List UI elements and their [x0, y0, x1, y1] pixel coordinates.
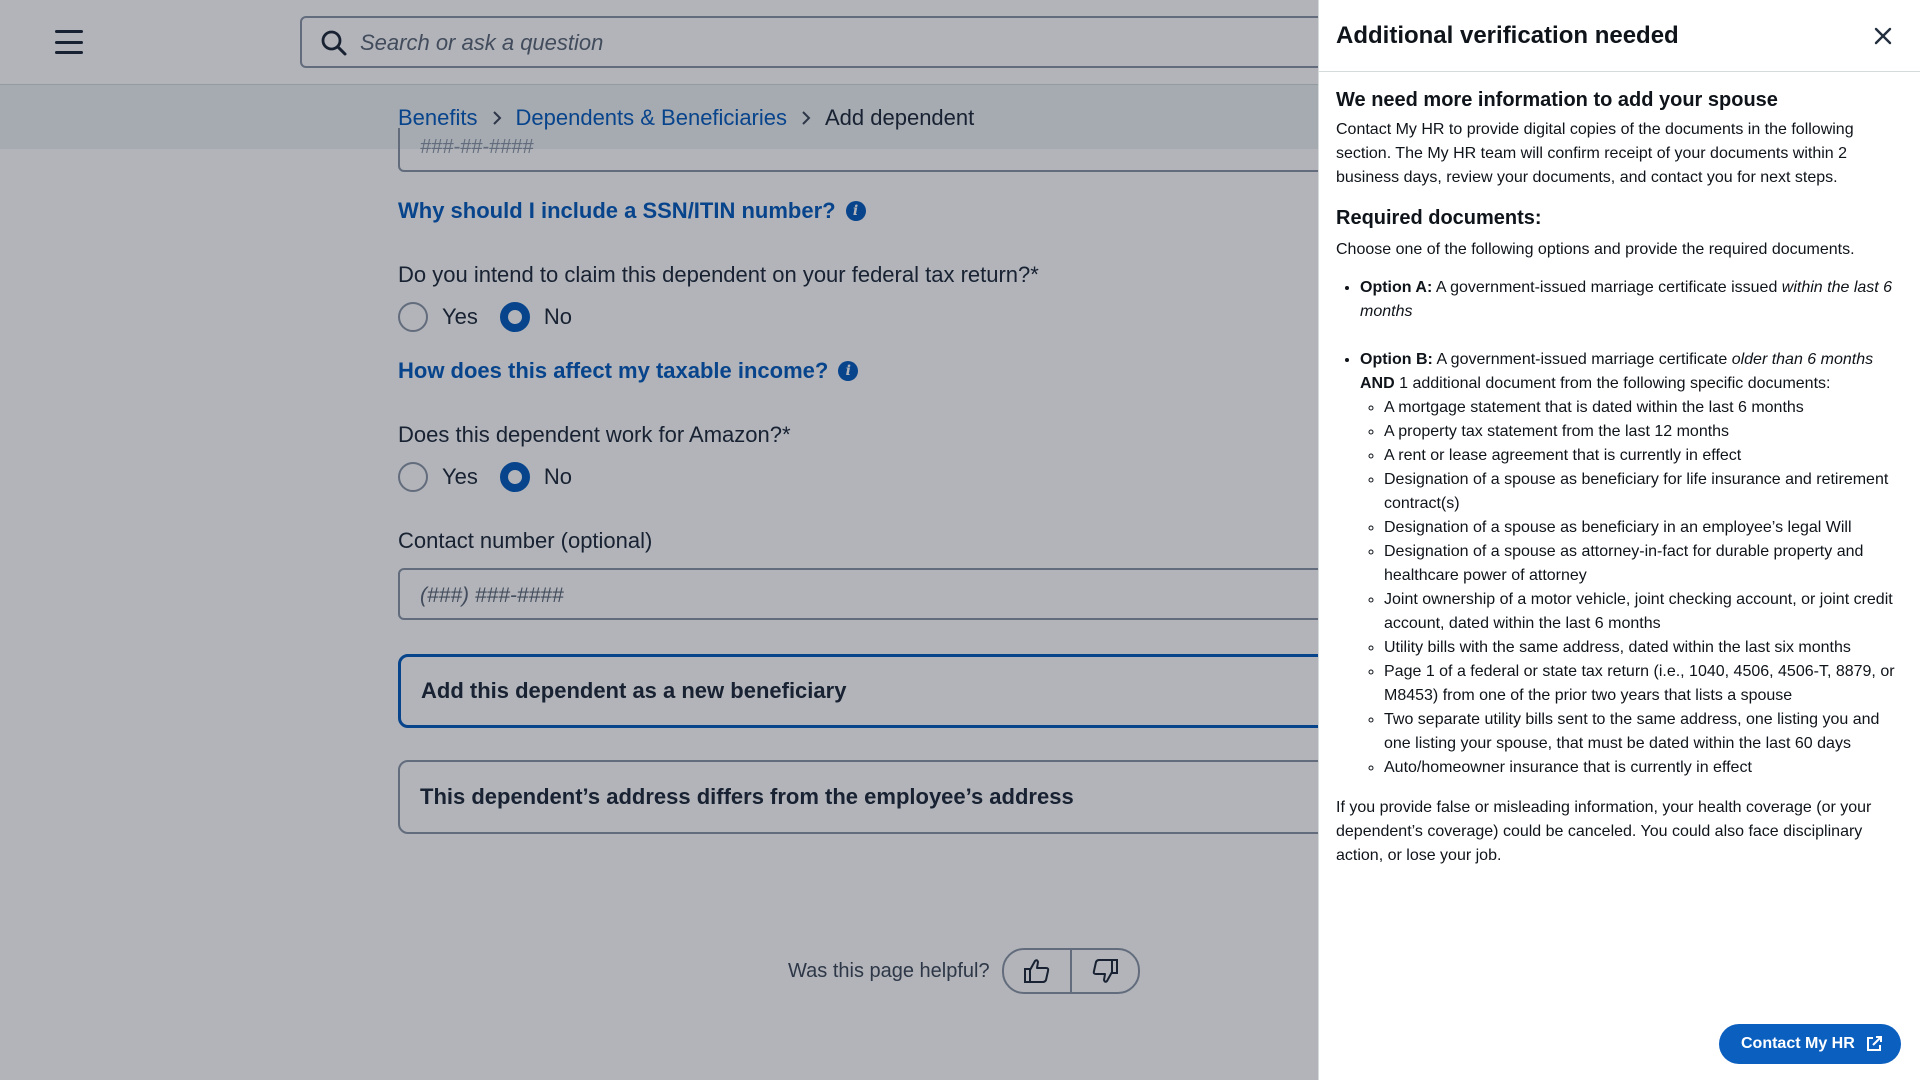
drawer-intro: Contact My HR to provide digital copies of the documents in the following section. The My HR team will confirm receipt of your documents within 2 business days, review your documents, and contact you for next steps.: [1336, 121, 1854, 186]
drawer-title: Additional verification needed: [1336, 22, 1679, 49]
tax-radio-no-label[interactable]: No: [543, 304, 573, 329]
amazon-question-label: Does this dependent work for Amazon?*: [398, 422, 791, 447]
external-link-icon: [1865, 1035, 1883, 1053]
list-item: ◦ A mortgage statement that is dated within the last 6 months: [1384, 396, 1902, 420]
info-icon: i: [846, 201, 866, 221]
feedback-label: Was this page helpful?: [788, 959, 990, 982]
list-item: ◦ Two separate utility bills sent to the same address, one listing you and one listing your spouse, that must be dated within the last 60 days: [1384, 708, 1902, 756]
close-button[interactable]: [1871, 24, 1895, 48]
ssn-help-link-label: Why should I include a SSN/ITIN number?: [398, 198, 836, 223]
contact-my-hr-label: Contact My HR: [1741, 1035, 1855, 1052]
list-item: ◦ Designation of a spouse as beneficiary in an employee’s legal Will: [1384, 516, 1902, 540]
drawer-content: [1336, 86, 1902, 868]
option-b-and: AND: [1360, 375, 1395, 392]
tax-radio-yes-label[interactable]: Yes: [442, 304, 478, 329]
info-icon: i: [838, 361, 858, 381]
list-item: ◦ Designation of a spouse as beneficiary for life insurance and retirement contract(s): [1384, 468, 1902, 516]
option-b-emphasis: older than 6 months: [1731, 351, 1874, 368]
different-address-option-label: This dependent’s address differs from the employee’s address: [420, 784, 1074, 809]
drawer-heading: We need more information to add your spouse: [1336, 89, 1778, 111]
list-item: ◦ Designation of a spouse as attorney-in-fact for durable property and healthcare power of attorney: [1384, 540, 1902, 588]
ssn-placeholder: ###-##-####: [420, 136, 534, 158]
option-b-label: Option B:: [1360, 351, 1433, 368]
option-b: [1360, 348, 1902, 780]
list-item: ◦ Auto/homeowner insurance that is currently in effect: [1384, 756, 1902, 780]
amazon-radio-no-label[interactable]: No: [543, 464, 573, 489]
tax-question-label: Do you intend to claim this dependent on your federal tax return?*: [398, 262, 1039, 287]
option-a: [1360, 276, 1902, 324]
breadcrumb-current: Add dependent: [825, 105, 975, 130]
option-b-text: A government-issued marriage certificate: [1432, 351, 1732, 368]
close-icon: [1871, 24, 1895, 48]
warning-text: If you provide false or misleading information, your health coverage (or your dependent’s coverage) could be canceled. You could also face disciplinary action, or lose your job.: [1336, 799, 1872, 864]
required-documents-heading: Required documents:: [1336, 207, 1542, 229]
drawer-header: [1319, 0, 1920, 72]
list-item: ◦ A property tax statement from the last 12 months: [1384, 420, 1902, 444]
breadcrumb-link-benefits[interactable]: Benefits: [398, 105, 478, 130]
taxable-income-help-link-label: How does this affect my taxable income?: [398, 358, 829, 383]
option-a-emphasis: within the last 6 months: [1360, 279, 1893, 320]
contact-my-hr-button[interactable]: [1719, 1024, 1901, 1064]
verification-drawer: [1318, 0, 1920, 1080]
option-b-and-text: 1 additional document from the following specific documents:: [1394, 375, 1831, 392]
breadcrumb-link-dependents[interactable]: Dependents & Beneficiaries: [515, 105, 787, 130]
contact-number-label: Contact number (optional): [398, 528, 653, 553]
list-item: ◦ Utility bills with the same address, dated within the last six months: [1384, 636, 1902, 660]
additional-documents-list: [1360, 396, 1902, 780]
amazon-radio-yes-label[interactable]: Yes: [442, 464, 478, 489]
required-documents-intro: Choose one of the following options and provide the required documents.: [1336, 241, 1855, 258]
list-item: ◦ Joint ownership of a motor vehicle, joint checking account, or joint credit account, dated within the last 6 months: [1384, 588, 1902, 636]
add-beneficiary-option-label: Add this dependent as a new beneficiary: [421, 678, 847, 703]
option-a-label: Option A:: [1360, 279, 1433, 296]
list-item: ◦ A rent or lease agreement that is currently in effect: [1384, 444, 1902, 468]
option-a-text: A government-issued marriage certificate issued: [1432, 279, 1782, 296]
options-list: [1336, 276, 1902, 780]
list-item: ◦ Page 1 of a federal or state tax return (i.e., 1040, 4506, 4506-T, 8879, or M8453) from one of the prior two years that lists a spouse: [1384, 660, 1902, 708]
